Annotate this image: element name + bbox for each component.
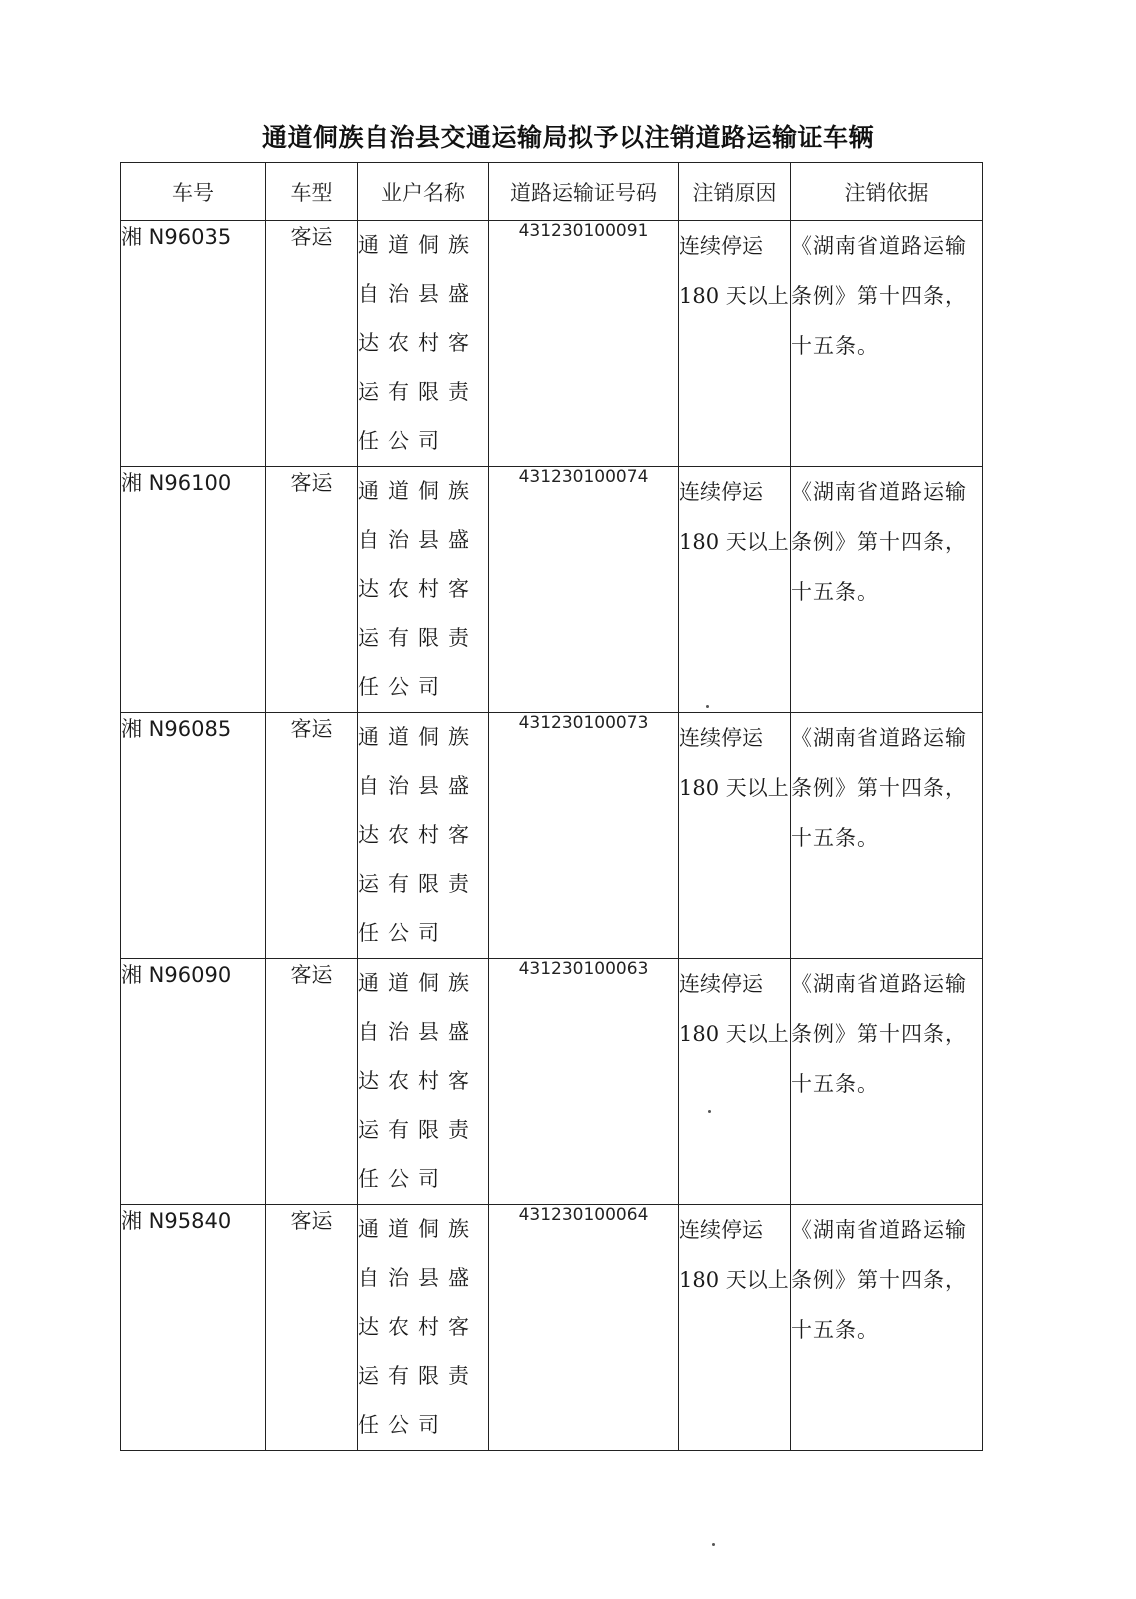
header-plate: 车号 bbox=[121, 163, 266, 221]
header-owner: 业户名称 bbox=[358, 163, 489, 221]
cell-plate: 湘 N96035 bbox=[121, 221, 266, 467]
document-title: 通道侗族自治县交通运输局拟予以注销道路运输证车辆 bbox=[261, 123, 874, 152]
cell-reason: 连续停运 180 天以上 bbox=[679, 713, 791, 959]
scan-speck bbox=[708, 1110, 711, 1113]
cell-basis: 《湖南省道路运输条例》第十四条，十五条。 bbox=[791, 959, 983, 1205]
cell-reason: 连续停运 180 天以上 bbox=[679, 467, 791, 713]
cell-owner bbox=[358, 221, 489, 467]
header-reason: 注销原因 bbox=[679, 163, 791, 221]
table-row bbox=[121, 959, 983, 1205]
owner-text: 通道侗族自治县盛达农村客运有限责任公司 bbox=[358, 233, 478, 453]
cell-basis: 《湖南省道路运输条例》第十四条，十五条。 bbox=[791, 221, 983, 467]
cell-owner bbox=[358, 1205, 489, 1451]
table-row bbox=[121, 713, 983, 959]
cell-type: 客运 bbox=[266, 221, 358, 467]
vehicle-cancellation-table bbox=[120, 162, 983, 1451]
header-type: 车型 bbox=[266, 163, 358, 221]
cell-type: 客运 bbox=[266, 467, 358, 713]
cell-type: 客运 bbox=[266, 713, 358, 959]
scan-speck bbox=[712, 1543, 715, 1546]
cell-basis: 《湖南省道路运输条例》第十四条，十五条。 bbox=[791, 1205, 983, 1451]
table-row bbox=[121, 467, 983, 713]
cell-reason: 连续停运 180 天以上 bbox=[679, 221, 791, 467]
owner-text: 通道侗族自治县盛达农村客运有限责任公司 bbox=[358, 1217, 478, 1437]
header-cert: 道路运输证号码 bbox=[489, 163, 679, 221]
cell-owner bbox=[358, 959, 489, 1205]
table-row bbox=[121, 1205, 983, 1451]
header-basis: 注销依据 bbox=[791, 163, 983, 221]
cell-plate: 湘 N96085 bbox=[121, 713, 266, 959]
cell-cert: 431230100073 bbox=[489, 713, 679, 959]
cell-type: 客运 bbox=[266, 959, 358, 1205]
cell-cert: 431230100074 bbox=[489, 467, 679, 713]
cell-basis: 《湖南省道路运输条例》第十四条，十五条。 bbox=[791, 713, 983, 959]
cell-reason: 连续停运 180 天以上 bbox=[679, 959, 791, 1205]
cell-cert: 431230100063 bbox=[489, 959, 679, 1205]
cell-cert: 431230100064 bbox=[489, 1205, 679, 1451]
cell-owner bbox=[358, 713, 489, 959]
cell-reason: 连续停运 180 天以上 bbox=[679, 1205, 791, 1451]
cell-cert: 431230100091 bbox=[489, 221, 679, 467]
cell-owner bbox=[358, 467, 489, 713]
scan-speck bbox=[706, 705, 709, 708]
cell-plate: 湘 N96090 bbox=[121, 959, 266, 1205]
table-row bbox=[121, 221, 983, 467]
cell-plate: 湘 N95840 bbox=[121, 1205, 266, 1451]
table-header-row bbox=[121, 163, 983, 221]
owner-text: 通道侗族自治县盛达农村客运有限责任公司 bbox=[358, 725, 478, 945]
owner-text: 通道侗族自治县盛达农村客运有限责任公司 bbox=[358, 971, 478, 1191]
owner-text: 通道侗族自治县盛达农村客运有限责任公司 bbox=[358, 479, 478, 699]
cell-type: 客运 bbox=[266, 1205, 358, 1451]
cell-basis: 《湖南省道路运输条例》第十四条，十五条。 bbox=[791, 467, 983, 713]
cell-plate: 湘 N96100 bbox=[121, 467, 266, 713]
